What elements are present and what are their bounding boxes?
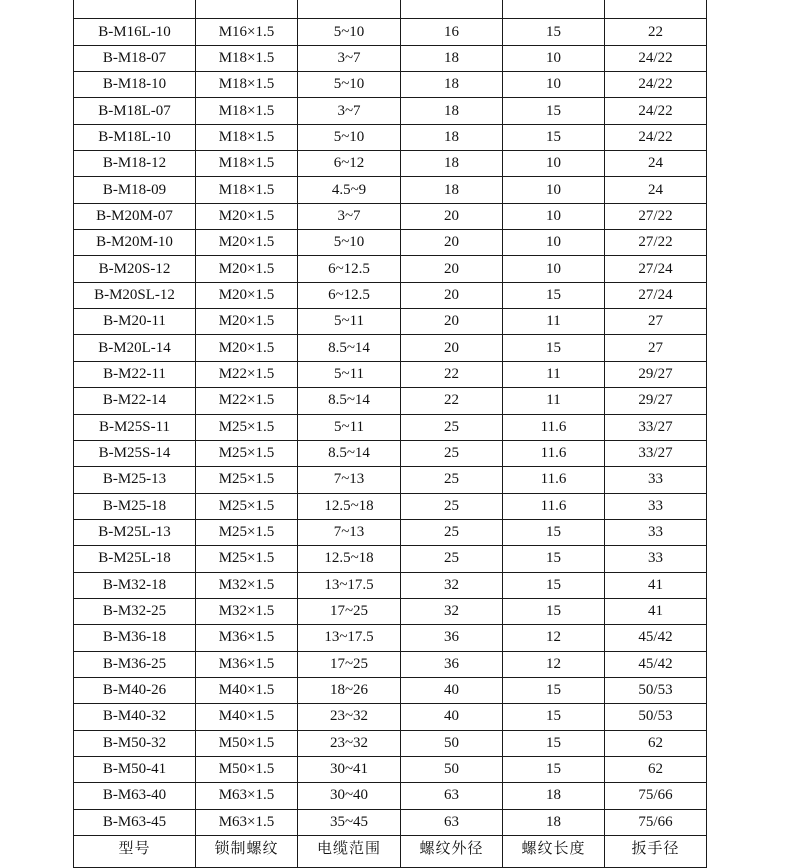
table-row xyxy=(74,230,707,256)
cell-thread-od: 20 xyxy=(401,309,503,335)
cell-thread-od: 18 xyxy=(401,124,503,150)
table-row xyxy=(74,256,707,282)
cell-thread-od: 25 xyxy=(401,546,503,572)
cell-cable-range: 5~10 xyxy=(298,230,401,256)
cell-model: B-M25-13 xyxy=(74,467,196,493)
cell-cable-range: 6~12 xyxy=(298,151,401,177)
cell-cable-range: 3~7 xyxy=(298,203,401,229)
cell-thread-length: 11 xyxy=(503,388,605,414)
cell-thread: M16×1.5 xyxy=(196,19,298,45)
header-thread-od: 螺纹外径 xyxy=(401,836,503,868)
cell-thread: M22×1.5 xyxy=(196,361,298,387)
cell-thread-od: 22 xyxy=(401,388,503,414)
cell-cable-range: 3~7 xyxy=(298,45,401,71)
cell-model: B-M50-32 xyxy=(74,730,196,756)
cell-thread-length: 11.6 xyxy=(503,467,605,493)
cell-cable-range: 13~17.5 xyxy=(298,572,401,598)
table-body xyxy=(74,0,707,868)
cell-wrench-size: 33 xyxy=(605,493,707,519)
cell-wrench-size: 22 xyxy=(605,19,707,45)
cell-wrench-size: 27/24 xyxy=(605,282,707,308)
cell-thread-length: 15 xyxy=(503,546,605,572)
table-row xyxy=(74,651,707,677)
table-row xyxy=(74,124,707,150)
cell-model: B-M40-32 xyxy=(74,704,196,730)
cell-wrench-size: 33/27 xyxy=(605,414,707,440)
cell-model: B-M18L-07 xyxy=(74,98,196,124)
cell-wrench-size: 24/22 xyxy=(605,124,707,150)
cell-model: B-M20S-12 xyxy=(74,256,196,282)
cell-cable-range: 5~10 xyxy=(298,124,401,150)
spec-table xyxy=(73,0,707,868)
cell-cable-range: 17~25 xyxy=(298,651,401,677)
cell-wrench-size: 45/42 xyxy=(605,625,707,651)
cell-thread-length: 15 xyxy=(503,335,605,361)
cell-thread-od: 36 xyxy=(401,651,503,677)
cell-wrench-size: 24 xyxy=(605,177,707,203)
cell-cable-range: 23~32 xyxy=(298,704,401,730)
cell-wrench-size: 24/22 xyxy=(605,98,707,124)
cell-wrench-size: 27/22 xyxy=(605,230,707,256)
cell-cable-range: 5~11 xyxy=(298,309,401,335)
cell-cable-range: 5~10 xyxy=(298,19,401,45)
cell-thread: M25×1.5 xyxy=(196,519,298,545)
cell-thread-od: 25 xyxy=(401,467,503,493)
header-model: 型号 xyxy=(74,836,196,868)
cell-wrench-size: 29/27 xyxy=(605,388,707,414)
cell-thread: M25×1.5 xyxy=(196,467,298,493)
cell-thread-od: 22 xyxy=(401,361,503,387)
cell-wrench-size: 50/53 xyxy=(605,704,707,730)
cell-thread: M18×1.5 xyxy=(196,124,298,150)
cell-model: B-M22-11 xyxy=(74,361,196,387)
cell-thread-od: 36 xyxy=(401,625,503,651)
cell-cable-range: 5~11 xyxy=(298,361,401,387)
cell-thread-length: 10 xyxy=(503,151,605,177)
cell-thread-length: 18 xyxy=(503,783,605,809)
cell-thread-length: 11.6 xyxy=(503,440,605,466)
table-row xyxy=(74,309,707,335)
cell-model: B-M25L-13 xyxy=(74,519,196,545)
cell-wrench-size: 75/66 xyxy=(605,783,707,809)
cell-cable-range: 4.5~9 xyxy=(298,177,401,203)
cell-thread-length: 10 xyxy=(503,230,605,256)
cell-thread: M18×1.5 xyxy=(196,72,298,98)
cell-thread-od: 20 xyxy=(401,230,503,256)
table-row xyxy=(74,546,707,572)
header-thread: 锁制螺纹 xyxy=(196,836,298,868)
cell-thread-od: 20 xyxy=(401,282,503,308)
cell-cable-range: 35~45 xyxy=(298,809,401,835)
cell-thread-length: 15 xyxy=(503,19,605,45)
cell-thread: M32×1.5 xyxy=(196,598,298,624)
cell-thread: M18×1.5 xyxy=(196,45,298,71)
cell-thread-od xyxy=(401,0,503,19)
cell-thread-od: 50 xyxy=(401,756,503,782)
cell-model: B-M18-07 xyxy=(74,45,196,71)
cell-model xyxy=(74,0,196,19)
cell-model: B-M18-12 xyxy=(74,151,196,177)
table-row xyxy=(74,572,707,598)
cell-cable-range: 5~10 xyxy=(298,72,401,98)
cell-model: B-M22-14 xyxy=(74,388,196,414)
table-row xyxy=(74,677,707,703)
cell-model: B-M18-09 xyxy=(74,177,196,203)
table-row xyxy=(74,98,707,124)
table-row xyxy=(74,756,707,782)
header-cable-range: 电缆范围 xyxy=(298,836,401,868)
cell-wrench-size: 45/42 xyxy=(605,651,707,677)
cell-wrench-size: 33 xyxy=(605,546,707,572)
cell-cable-range: 17~25 xyxy=(298,598,401,624)
cell-thread: M32×1.5 xyxy=(196,572,298,598)
cell-thread-od: 50 xyxy=(401,730,503,756)
cell-cable-range: 30~40 xyxy=(298,783,401,809)
cell-thread-length: 12 xyxy=(503,625,605,651)
cell-model: B-M36-25 xyxy=(74,651,196,677)
cell-thread: M50×1.5 xyxy=(196,756,298,782)
cell-model: B-M16L-10 xyxy=(74,19,196,45)
cell-thread-length: 15 xyxy=(503,124,605,150)
table-row xyxy=(74,783,707,809)
cell-thread-od: 63 xyxy=(401,809,503,835)
table-row xyxy=(74,335,707,361)
cell-thread: M20×1.5 xyxy=(196,335,298,361)
cell-cable-range: 3~7 xyxy=(298,98,401,124)
table-row xyxy=(74,519,707,545)
cell-thread-length: 12 xyxy=(503,651,605,677)
cell-thread: M18×1.5 xyxy=(196,177,298,203)
cell-wrench-size: 24 xyxy=(605,151,707,177)
table-row xyxy=(74,72,707,98)
cell-model: B-M63-40 xyxy=(74,783,196,809)
cell-model: B-M20SL-12 xyxy=(74,282,196,308)
cell-thread: M20×1.5 xyxy=(196,230,298,256)
cell-thread-length: 10 xyxy=(503,72,605,98)
table-row xyxy=(74,177,707,203)
table-row xyxy=(74,730,707,756)
cell-thread-length: 10 xyxy=(503,203,605,229)
cell-model: B-M18L-10 xyxy=(74,124,196,150)
cell-thread xyxy=(196,0,298,19)
cell-thread: M20×1.5 xyxy=(196,203,298,229)
cell-model: B-M25L-18 xyxy=(74,546,196,572)
table-row xyxy=(74,493,707,519)
cell-thread: M36×1.5 xyxy=(196,651,298,677)
cell-thread-od: 20 xyxy=(401,335,503,361)
cell-thread-od: 25 xyxy=(401,519,503,545)
cell-model: B-M20-11 xyxy=(74,309,196,335)
cell-thread: M40×1.5 xyxy=(196,704,298,730)
cell-cable-range: 6~12.5 xyxy=(298,282,401,308)
cell-thread: M40×1.5 xyxy=(196,677,298,703)
cell-thread-length: 15 xyxy=(503,756,605,782)
cell-thread-length: 15 xyxy=(503,730,605,756)
cell-thread-length: 15 xyxy=(503,704,605,730)
table-row xyxy=(74,704,707,730)
cell-thread-length: 15 xyxy=(503,572,605,598)
cell-thread: M50×1.5 xyxy=(196,730,298,756)
cell-model: B-M25-18 xyxy=(74,493,196,519)
table-row xyxy=(74,388,707,414)
table-row xyxy=(74,414,707,440)
table-row xyxy=(74,625,707,651)
cell-thread-length xyxy=(503,0,605,19)
cell-model: B-M63-45 xyxy=(74,809,196,835)
cell-thread: M25×1.5 xyxy=(196,493,298,519)
cell-cable-range: 18~26 xyxy=(298,677,401,703)
cell-thread-length: 11.6 xyxy=(503,493,605,519)
table-row xyxy=(74,809,707,835)
table-row xyxy=(74,361,707,387)
cell-wrench-size: 62 xyxy=(605,756,707,782)
cell-thread-od: 40 xyxy=(401,677,503,703)
cell-thread-od: 20 xyxy=(401,256,503,282)
cell-thread-od: 32 xyxy=(401,572,503,598)
cell-model: B-M32-18 xyxy=(74,572,196,598)
cell-thread: M18×1.5 xyxy=(196,151,298,177)
cell-cable-range: 8.5~14 xyxy=(298,335,401,361)
cell-cable-range: 13~17.5 xyxy=(298,625,401,651)
cell-thread-od: 20 xyxy=(401,203,503,229)
cell-thread-od: 18 xyxy=(401,151,503,177)
cell-model: B-M25S-14 xyxy=(74,440,196,466)
cell-cable-range xyxy=(298,0,401,19)
cell-cable-range: 30~41 xyxy=(298,756,401,782)
cell-model: B-M18-10 xyxy=(74,72,196,98)
cell-thread: M25×1.5 xyxy=(196,546,298,572)
cell-thread-length: 15 xyxy=(503,282,605,308)
cell-cable-range: 12.5~18 xyxy=(298,493,401,519)
table-row xyxy=(74,467,707,493)
cell-thread: M25×1.5 xyxy=(196,414,298,440)
cell-wrench-size xyxy=(605,0,707,19)
table-row xyxy=(74,19,707,45)
cell-thread: M20×1.5 xyxy=(196,256,298,282)
cell-thread-od: 25 xyxy=(401,414,503,440)
table-header-row xyxy=(74,836,707,868)
cell-thread-length: 15 xyxy=(503,598,605,624)
cell-cable-range: 12.5~18 xyxy=(298,546,401,572)
cell-cable-range: 7~13 xyxy=(298,467,401,493)
table-row xyxy=(74,440,707,466)
cell-thread-od: 16 xyxy=(401,19,503,45)
cell-thread: M36×1.5 xyxy=(196,625,298,651)
header-thread-length: 螺纹长度 xyxy=(503,836,605,868)
cell-thread-od: 25 xyxy=(401,440,503,466)
cell-model: B-M20M-07 xyxy=(74,203,196,229)
table-row xyxy=(74,282,707,308)
cell-model: B-M20M-10 xyxy=(74,230,196,256)
cell-thread: M22×1.5 xyxy=(196,388,298,414)
cell-wrench-size: 62 xyxy=(605,730,707,756)
cell-thread-od: 63 xyxy=(401,783,503,809)
cell-thread-od: 40 xyxy=(401,704,503,730)
cell-wrench-size: 27/22 xyxy=(605,203,707,229)
cell-wrench-size: 24/22 xyxy=(605,72,707,98)
cell-thread-length: 18 xyxy=(503,809,605,835)
cell-wrench-size: 50/53 xyxy=(605,677,707,703)
cell-thread: M20×1.5 xyxy=(196,282,298,308)
cell-thread-length: 15 xyxy=(503,98,605,124)
cell-cable-range: 5~11 xyxy=(298,414,401,440)
cell-wrench-size: 33/27 xyxy=(605,440,707,466)
cell-model: B-M25S-11 xyxy=(74,414,196,440)
cell-model: B-M36-18 xyxy=(74,625,196,651)
cell-wrench-size: 75/66 xyxy=(605,809,707,835)
cell-thread: M25×1.5 xyxy=(196,440,298,466)
cell-cable-range: 7~13 xyxy=(298,519,401,545)
cell-wrench-size: 41 xyxy=(605,572,707,598)
cell-thread-length: 11 xyxy=(503,361,605,387)
cell-thread-length: 11.6 xyxy=(503,414,605,440)
table-row xyxy=(74,203,707,229)
table-row xyxy=(74,45,707,71)
cell-model: B-M32-25 xyxy=(74,598,196,624)
cell-wrench-size: 27 xyxy=(605,335,707,361)
cell-model: B-M20L-14 xyxy=(74,335,196,361)
header-wrench-size: 扳手径 xyxy=(605,836,707,868)
cell-cable-range: 6~12.5 xyxy=(298,256,401,282)
cell-thread: M63×1.5 xyxy=(196,809,298,835)
table-row xyxy=(74,598,707,624)
cell-wrench-size: 33 xyxy=(605,467,707,493)
cell-thread-od: 18 xyxy=(401,45,503,71)
cell-thread-od: 18 xyxy=(401,72,503,98)
cell-thread-od: 25 xyxy=(401,493,503,519)
cell-wrench-size: 29/27 xyxy=(605,361,707,387)
cell-wrench-size: 27/24 xyxy=(605,256,707,282)
table-row xyxy=(74,151,707,177)
cell-wrench-size: 33 xyxy=(605,519,707,545)
cell-thread-length: 10 xyxy=(503,177,605,203)
cell-wrench-size: 24/22 xyxy=(605,45,707,71)
cell-thread-length: 15 xyxy=(503,519,605,545)
table-row xyxy=(74,0,707,19)
cell-thread-od: 18 xyxy=(401,177,503,203)
cell-cable-range: 8.5~14 xyxy=(298,388,401,414)
cell-thread-length: 11 xyxy=(503,309,605,335)
cell-wrench-size: 27 xyxy=(605,309,707,335)
cell-thread-length: 10 xyxy=(503,45,605,71)
cell-thread: M63×1.5 xyxy=(196,783,298,809)
cell-model: B-M40-26 xyxy=(74,677,196,703)
cell-thread-length: 10 xyxy=(503,256,605,282)
cell-thread: M20×1.5 xyxy=(196,309,298,335)
cell-wrench-size: 41 xyxy=(605,598,707,624)
cell-thread: M18×1.5 xyxy=(196,98,298,124)
cell-thread-od: 32 xyxy=(401,598,503,624)
cell-model: B-M50-41 xyxy=(74,756,196,782)
cell-cable-range: 23~32 xyxy=(298,730,401,756)
cell-thread-length: 15 xyxy=(503,677,605,703)
cell-cable-range: 8.5~14 xyxy=(298,440,401,466)
cell-thread-od: 18 xyxy=(401,98,503,124)
